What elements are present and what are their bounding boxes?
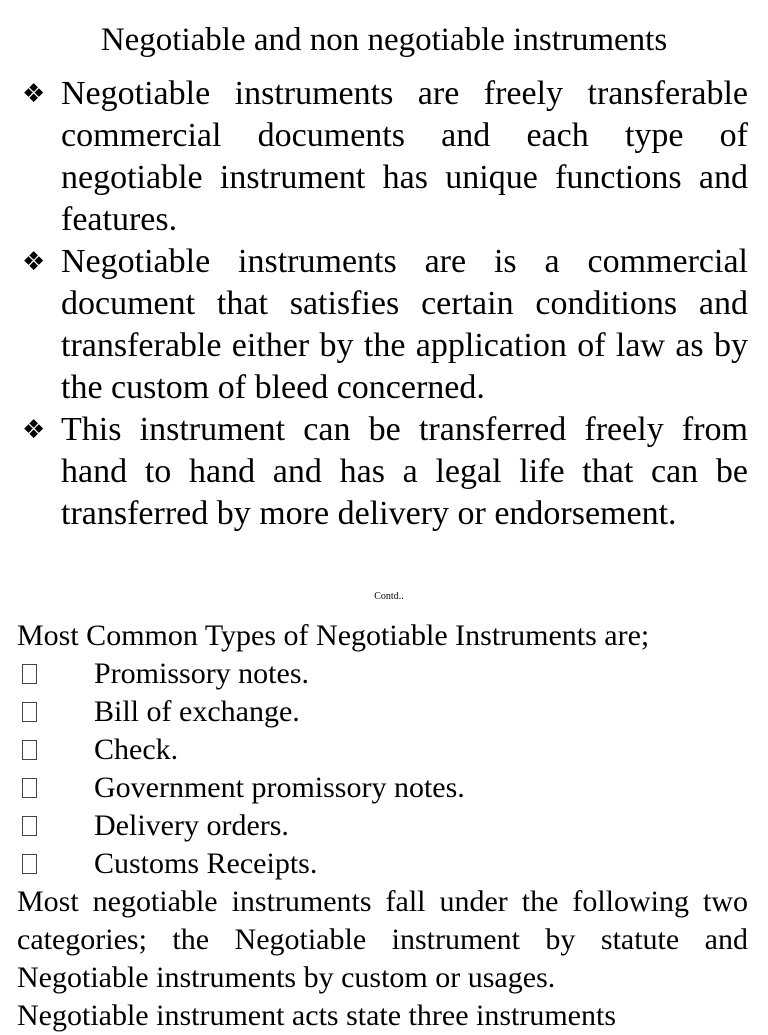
list-item-label: Government promissory notes.	[94, 771, 465, 804]
paragraph-categories: Most negotiable instruments fall under the following two categories; the Negotiable instrument by statute and Negotiable instruments by custom or usages.	[17, 885, 748, 994]
list-item-label: Promissory notes.	[94, 657, 310, 690]
page-title: Negotiable and non negotiable instruments	[100, 22, 668, 58]
bullet-text: This instrument can be transferred freely from hand to hand and has a legal life that can be transferred by more delivery or endorsement.	[61, 411, 748, 532]
checkbox-icon	[22, 854, 37, 874]
list-item	[17, 845, 748, 883]
list-item	[17, 693, 748, 731]
diamond-bullet-icon: ❖	[22, 79, 46, 109]
checkbox-icon	[22, 702, 37, 722]
checkbox-icon	[22, 740, 37, 760]
bullet-item	[22, 241, 748, 409]
bullet-item	[22, 73, 748, 241]
list-item-label: Bill of exchange.	[94, 695, 300, 728]
checkbox-icon	[22, 664, 37, 684]
list-item	[17, 731, 748, 769]
paragraph-instruments: Negotiable instrument acts state three instruments	[17, 999, 617, 1032]
bullet-text: Negotiable instruments are freely transferable commercial documents and each type of negotiable instrument has unique functions and features.	[61, 75, 748, 238]
list-item	[17, 655, 748, 693]
list-item	[17, 807, 748, 845]
list-item	[17, 769, 748, 807]
bullet-text: Negotiable instruments are is a commercial document that satisfies certain conditions and transferable either by the application of law as by the custom of bleed concerned.	[61, 243, 748, 406]
list-item-label: Delivery orders.	[94, 809, 289, 842]
contd-label: Contd..	[374, 591, 404, 602]
types-heading: Most Common Types of Negotiable Instruments are;	[17, 619, 650, 652]
diamond-bullet-icon: ❖	[22, 247, 46, 277]
list-item-label: Check.	[94, 733, 179, 766]
diamond-bullet-icon: ❖	[22, 415, 46, 445]
types-section	[17, 617, 748, 1035]
bullet-list	[22, 73, 748, 535]
checkbox-icon	[22, 816, 37, 836]
list-item-label: Customs Receipts.	[94, 847, 318, 880]
bullet-item	[22, 409, 748, 535]
checkbox-icon	[22, 778, 37, 798]
